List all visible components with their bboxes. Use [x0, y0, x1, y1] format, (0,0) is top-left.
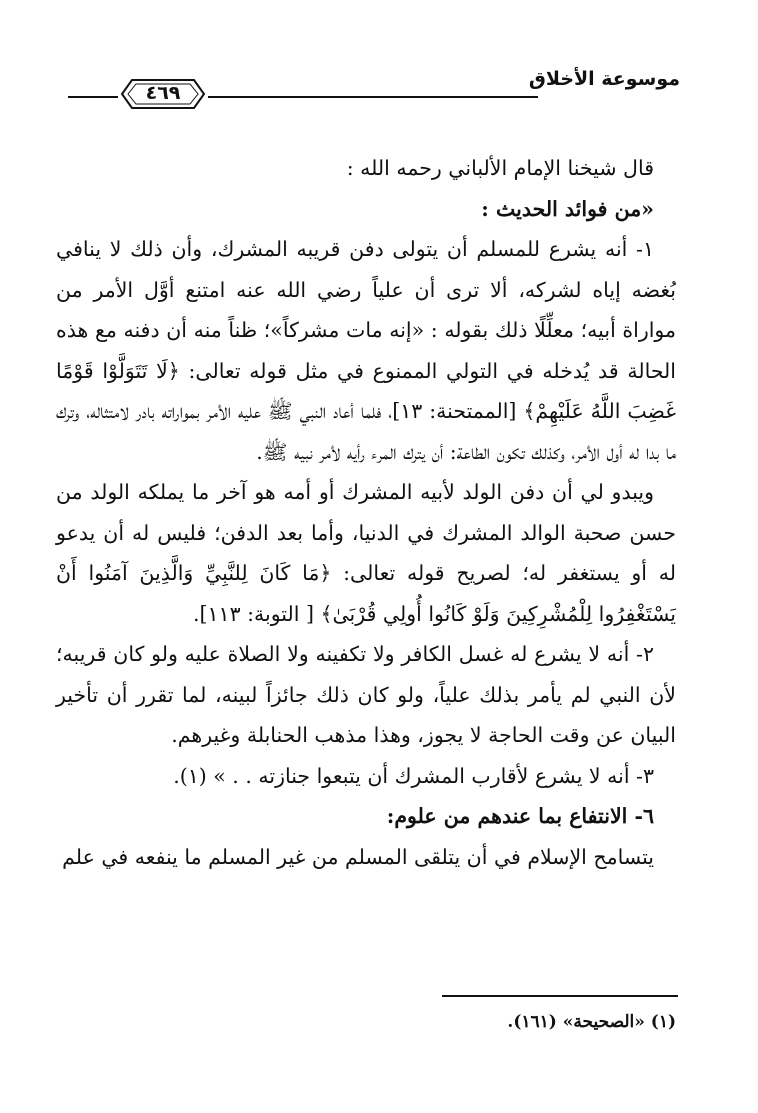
section-heading-6: ٦- الانتفاع بما عندهم من علوم: — [386, 804, 654, 828]
header-title: موسوعة الأخلاق — [528, 68, 680, 90]
footnote-separator — [442, 995, 678, 997]
header-rule-right — [208, 96, 538, 98]
footnote: (١) «الصحيحة» (١٦١). — [507, 1012, 676, 1032]
page-number: ٤٦٩ — [145, 82, 181, 104]
page-number-frame — [120, 76, 206, 112]
paragraph-3: ٢- أنه لا يشرع له غسل الكافر ولا تكفينه ولا الصلاة عليه ولو كان قريبه؛ لأن النبي لم يأمر بذلك علياً، ولو كان ذلك جائزاً لبينه، لما تقرر أن تأخير البيان عن وقت الحاجة لا يجوز، وهذا مذهب الحنابلة وغيرهم. — [56, 642, 676, 747]
subheading: «من فوائد الحديث : — [481, 196, 654, 221]
paragraph-4: ٣- أنه لا يشرع لأقارب المشرك أن يتبعوا جنازته . . » (١). — [173, 763, 654, 788]
intro-line: قال شيخنا الإمام الألباني رحمه الله : — [346, 156, 654, 180]
running-header — [68, 62, 680, 112]
paragraph-1: ١- أنه يشرع للمسلم أن يتولى دفن قريبه المشرك، وأن ذلك لا ينافي بُغضه إياه لشركه، ألا ترى أن علياً رضي الله عنه امتنع أوَّل الأمر من مواراة أبيه؛ معلِّلًا ذلك بقوله : «إنه مات مشركاً»؛ ظناً منه أن دفنه مع هذه الحالة قد يُدخله في التولي الممنوع في مثل قوله تعالى: ﴿لَا تَتَوَلَّوْا قَوْمًا غَضِبَ اللَّهُ عَلَيْهِمْ﴾ [الممتحنة: ١٣]، فلما أعاد النبي ﷺ عليه الأمر بمواراته بادر لامتثاله، وترك ما بدا له أول الأمر، وكذلك تكون الطاعة: أن يترك المرء رأيه لأمر نبيه ﷺ. — [56, 237, 676, 464]
paragraph-5: يتسامح الإسلام في أن يتلقى المسلم من غير المسلم ما ينفعه في علم — [62, 844, 654, 869]
paragraph-2: ويبدو لي أن دفن الولد لأبيه المشرك أو أمه هو آخر ما يملكه الولد من حسن صحبة الوالد المشرك في الدنيا، وأما بعد الدفن؛ فليس له أن يدعو له أو يستغفر له؛ لصريح قوله تعالى: ﴿مَا كَانَ لِلنَّبِيِّ وَالَّذِينَ آمَنُوا أَنْ يَسْتَغْفِرُوا لِلْمُشْرِكِينَ وَلَوْ كَانُوا أُولِي قُرْبَىٰ﴾ [ التوبة: ١١٣]. — [56, 480, 676, 626]
header-rule-left — [68, 96, 118, 98]
main-text — [56, 148, 676, 877]
